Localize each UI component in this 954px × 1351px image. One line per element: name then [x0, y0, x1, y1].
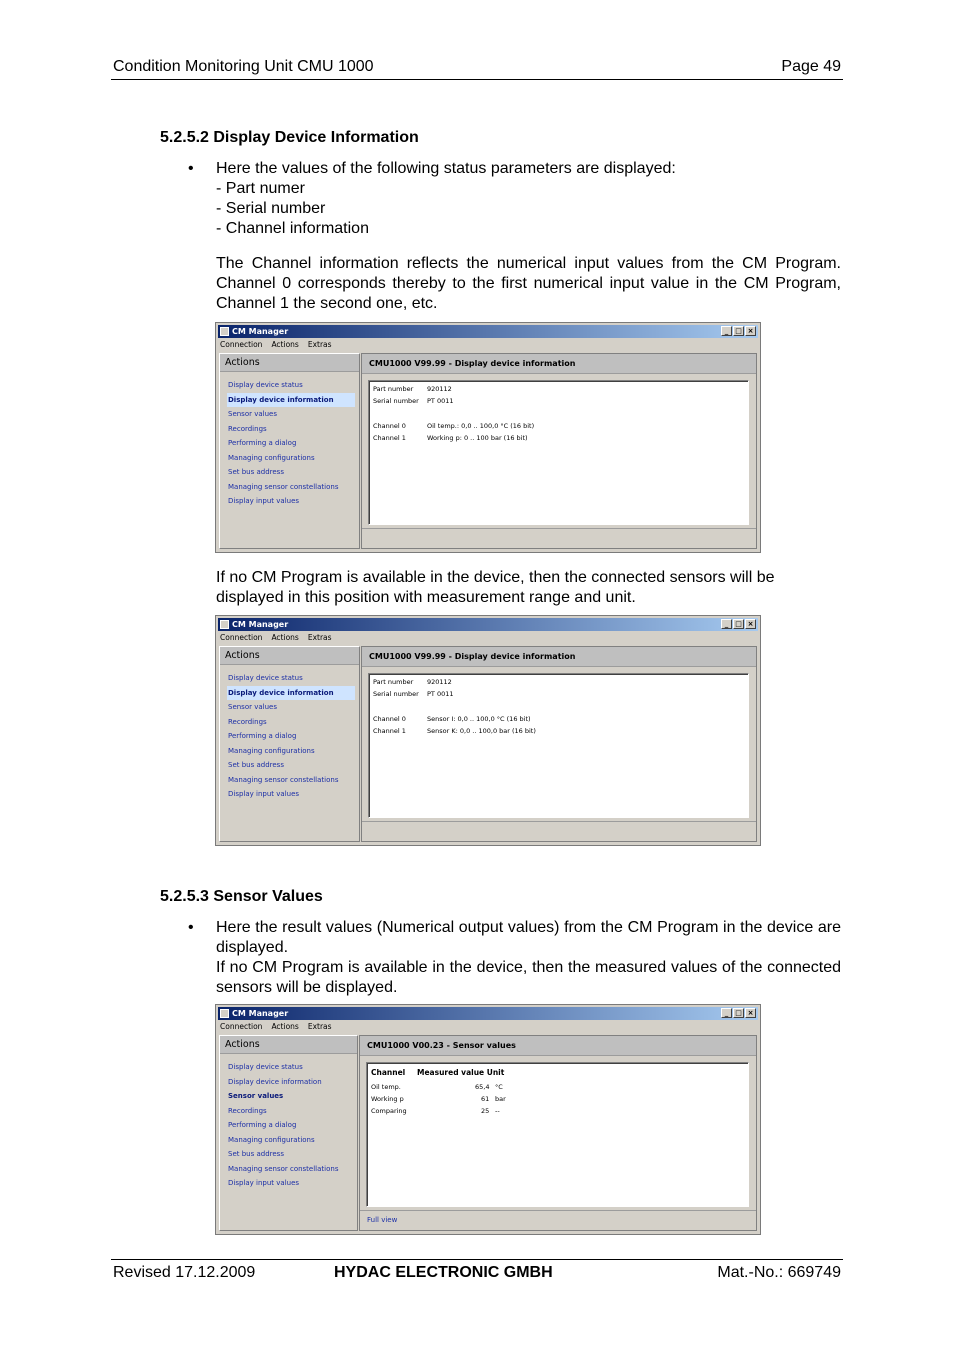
cm-manager-window-1 [215, 322, 761, 553]
actions-pane [219, 646, 360, 842]
menu-bar [220, 632, 332, 644]
part-number-label: Part number [373, 385, 414, 393]
actions-title: Actions [220, 354, 359, 372]
cm-manager-window-3 [215, 1004, 761, 1235]
full-view-link[interactable]: Full view [360, 1210, 756, 1230]
window-title: CM Manager [232, 1009, 289, 1018]
revision-date: Revised 17.12.2009 [113, 1264, 256, 1281]
minimize-icon[interactable]: _ [721, 1008, 732, 1018]
no-cm-program-note: If no CM Program is available in the device, then the measured values of the connected sensors will be displayed. [216, 959, 841, 996]
minimize-icon[interactable]: _ [721, 619, 732, 629]
company-name: HYDAC ELECTRONIC GMBH [334, 1264, 553, 1281]
action-display-device-status[interactable]: Display device status [228, 674, 303, 682]
maximize-icon[interactable]: □ [733, 326, 744, 336]
row-unit: bar [495, 1095, 506, 1103]
content-pane [359, 1035, 757, 1231]
channel-0-value: Sensor I: 0,0 .. 100,0 °C (16 bit) [427, 715, 531, 723]
bullet-text: Here the result values (Numerical output values) from the CM Program in the device are displayed. [216, 919, 841, 956]
sensor-values-paragraph [216, 918, 841, 998]
channel-1-label: Channel 1 [373, 727, 406, 735]
action-performing-dialog[interactable]: Performing a dialog [228, 439, 297, 447]
app-icon [220, 620, 229, 629]
page-header [111, 57, 843, 80]
serial-number-value: PT 0011 [427, 397, 454, 405]
list-item: - Serial number [216, 200, 326, 217]
action-display-input-values[interactable]: Display input values [228, 790, 300, 798]
menu-actions[interactable]: Actions [271, 1022, 299, 1031]
title-bar [218, 1007, 758, 1020]
content-header: CMU1000 V99.99 - Display device information [362, 354, 756, 374]
serial-number-value: PT 0011 [427, 690, 454, 698]
action-recordings[interactable]: Recordings [228, 717, 267, 726]
action-sensor-values[interactable]: Sensor values [228, 703, 277, 711]
close-icon[interactable]: × [745, 326, 756, 336]
action-display-device-status[interactable]: Display device status [228, 381, 303, 389]
action-recordings[interactable]: Recordings [228, 1106, 267, 1115]
content-header: CMU1000 V99.99 - Display device information [362, 647, 756, 667]
action-display-input-values[interactable]: Display input values [228, 497, 300, 505]
app-icon [220, 1009, 229, 1018]
menu-connection[interactable]: Connection [220, 633, 263, 642]
action-display-device-information[interactable]: Display device information [227, 686, 355, 701]
action-recordings[interactable]: Recordings [228, 424, 267, 433]
channel-0-label: Channel 0 [373, 422, 406, 430]
action-managing-sensor-constellations[interactable]: Managing sensor constellations [228, 482, 339, 491]
action-managing-sensor-constellations[interactable]: Managing sensor constellations [228, 775, 339, 784]
row-name: Oil temp. [371, 1083, 401, 1091]
actions-pane [219, 353, 360, 549]
part-number-label: Part number [373, 678, 414, 686]
channel-0-label: Channel 0 [373, 715, 406, 723]
menu-actions[interactable]: Actions [271, 633, 299, 642]
action-set-bus-address[interactable]: Set bus address [228, 468, 284, 476]
action-managing-configurations[interactable]: Managing configurations [228, 746, 315, 755]
cm-manager-window-2 [215, 615, 761, 846]
maximize-icon[interactable]: □ [733, 619, 744, 629]
row-unit: -- [495, 1107, 500, 1115]
row-value: 25 [481, 1107, 490, 1115]
menu-extras[interactable]: Extras [307, 340, 332, 349]
window-title: CM Manager [232, 327, 289, 336]
action-sensor-values[interactable]: Sensor values [228, 410, 277, 418]
no-cm-program-paragraph: If no CM Program is available in the device, then the connected sensors will be displayed in this position with measurement range and unit. [216, 569, 775, 606]
info-panel [368, 673, 749, 818]
serial-number-label: Serial number [373, 397, 419, 405]
part-number-value: 920112 [427, 385, 452, 393]
action-sensor-values[interactable]: Sensor values [228, 1092, 284, 1100]
status-bar [362, 821, 756, 841]
channel-1-label: Channel 1 [373, 434, 406, 442]
close-icon[interactable]: × [745, 619, 756, 629]
row-name: Working p [371, 1095, 404, 1103]
title-bar [218, 618, 758, 631]
bullet-icon: • [188, 919, 194, 936]
action-managing-configurations[interactable]: Managing configurations [228, 453, 315, 462]
action-managing-sensor-constellations[interactable]: Managing sensor constellations [228, 1164, 339, 1173]
sensor-values-panel [366, 1062, 749, 1207]
content-pane [361, 646, 757, 842]
actions-title: Actions [220, 647, 359, 665]
content-pane [361, 353, 757, 549]
page-footer [111, 1259, 843, 1290]
action-display-device-information[interactable]: Display device information [228, 1077, 322, 1086]
row-value: 61 [481, 1095, 490, 1103]
serial-number-label: Serial number [373, 690, 419, 698]
row-unit: °C [495, 1083, 503, 1091]
action-managing-configurations[interactable]: Managing configurations [228, 1135, 315, 1144]
part-number-value: 920112 [427, 678, 452, 686]
close-icon[interactable]: × [745, 1008, 756, 1018]
title-bar [218, 325, 758, 338]
col-channel-header: Channel [371, 1068, 406, 1077]
action-display-device-information[interactable]: Display device information [227, 393, 355, 408]
menu-connection[interactable]: Connection [220, 1022, 263, 1031]
content-header: CMU1000 V00.23 - Sensor values [360, 1036, 756, 1056]
section-heading-display-device-info: 5.2.5.2 Display Device Information [160, 129, 419, 146]
doc-title: Condition Monitoring Unit CMU 1000 [113, 58, 374, 75]
menu-bar [220, 1021, 332, 1033]
section-heading-sensor-values: 5.2.5.3 Sensor Values [160, 888, 323, 905]
bullet-intro: Here the values of the following status parameters are displayed: [216, 160, 676, 177]
menu-bar [220, 339, 332, 351]
status-params-list [216, 159, 841, 239]
app-icon [220, 327, 229, 336]
menu-connection[interactable]: Connection [220, 340, 263, 349]
info-panel [368, 380, 749, 525]
status-bar [362, 528, 756, 548]
actions-pane [219, 1035, 358, 1231]
list-item: - Channel information [216, 220, 369, 237]
menu-actions[interactable]: Actions [271, 340, 299, 349]
action-display-device-status[interactable]: Display device status [228, 1063, 303, 1071]
channel-1-value: Working p: 0 .. 100 bar (16 bit) [427, 434, 528, 442]
list-item: - Part numer [216, 180, 305, 197]
row-name: Comparing [371, 1107, 407, 1115]
action-performing-dialog[interactable]: Performing a dialog [228, 732, 297, 740]
row-value: 65,4 [475, 1083, 490, 1091]
material-number: Mat.-No.: 669749 [717, 1264, 841, 1281]
channel-info-paragraph: The Channel information reflects the numerical input values from the CM Program. Channel 0 corresponds thereby to the first numerical input value in the CM Program, Channel 1 the second one, etc. [216, 255, 841, 312]
action-set-bus-address[interactable]: Set bus address [228, 1150, 284, 1158]
menu-extras[interactable]: Extras [307, 1022, 332, 1031]
maximize-icon[interactable]: □ [733, 1008, 744, 1018]
channel-0-value: Oil temp.: 0,0 .. 100,0 °C (16 bit) [427, 422, 535, 430]
action-performing-dialog[interactable]: Performing a dialog [228, 1121, 297, 1129]
window-title: CM Manager [232, 620, 289, 629]
bullet-icon: • [188, 160, 194, 177]
menu-extras[interactable]: Extras [307, 633, 332, 642]
col-value-header: Measured value Unit [417, 1068, 505, 1077]
channel-1-value: Sensor K: 0,0 .. 100,0 bar (16 bit) [427, 727, 536, 735]
action-display-input-values[interactable]: Display input values [228, 1179, 300, 1187]
actions-title: Actions [220, 1036, 357, 1054]
page-number: Page 49 [781, 58, 841, 75]
minimize-icon[interactable]: _ [721, 326, 732, 336]
action-set-bus-address[interactable]: Set bus address [228, 761, 284, 769]
